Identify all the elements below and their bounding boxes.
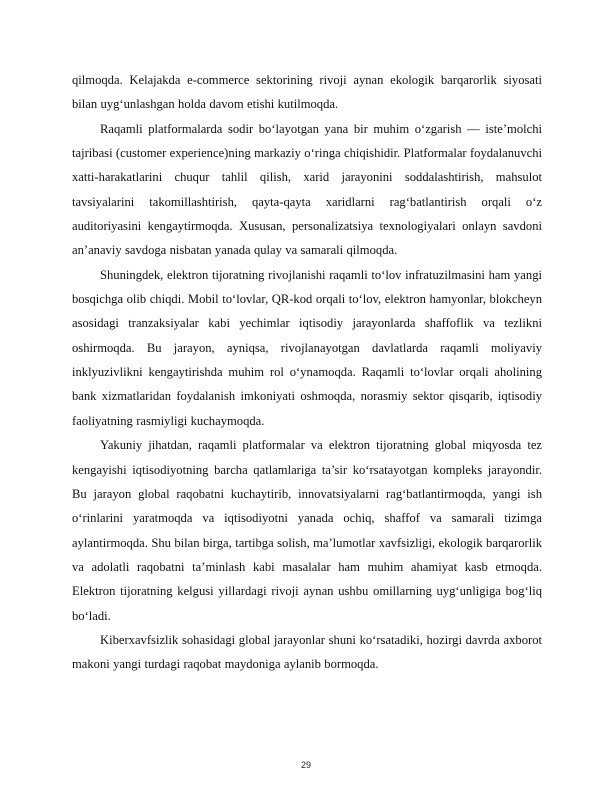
body-text <box>72 68 542 677</box>
paragraph: qilmoqda. Kelajakda e-commerce sektorining rivoji aynan ekologik barqarorlik siyosati bilan uyg‘unlashgan holda davom etishi kutilmoqda. <box>72 73 542 112</box>
page-number: 29 <box>300 760 311 770</box>
paragraph: Shuningdek, elektron tijoratning rivojlanishi raqamli to‘lov infratuzilmasini ham yangi bosqichga olib chiqdi. Mobil to‘lovlar, QR-kod orqali to‘lov, elektron hamyonlar, blokcheyn asosidagi tranzaksiyalar kabi yechimlar iqtisodiy jarayonlarda shaffoflik va tezlikni oshirmoqda. Bu jarayon, ayniqsa, rivojlanayotgan davlatlarda raqamli moliyaviy inklyuzivlikni kengaytirishda muhim rol o‘ynamoqda. Raqamli to‘lovlar orqali aholining bank xizmatlaridan foydalanish imkoniyati oshmoqda, norasmiy sektor qisqarib, iqtisodiy faoliyatning rasmiyligi kuchaymoqda. <box>72 267 542 428</box>
paragraph: Kiberxavfsizlik sohasidagi global jarayonlar shuni ko‘rsatadiki, hozirgi davrda axborot makoni yangi turdagi raqobat maydoniga aylanib bormoqda. <box>72 632 542 672</box>
paragraph: Yakuniy jihatdan, raqamli platformalar va elektron tijoratning global miqyosda tez kengayishi iqtisodiyotning barcha qatlamlariga ta’sir ko‘rsatayotgan kompleks jarayondir. Bu jarayon global raqobatni kuchaytirib, innovatsiyalarni rag‘batlantirmoqda, yangi ish o‘rinlarini yaratmoqda va iqtisodiyotni yanada ochiq, shaffof va samarali tizimga aylantirmoqda. Shu bilan birga, tartibga solish, ma’lumotlar xavfsizligi, ekologik barqarorlik va adolatli raqobatni ta’minlash kabi masalalar ham muhim ahamiyat kasb etmoqda. Elektron tijoratning kelgusi yillardagi rivoji aynan ushbu omillarning uyg‘unligiga bog‘liq bo‘ladi. <box>72 438 542 623</box>
paragraph: Raqamli platformalarda sodir bo‘layotgan yana bir muhim o‘zgarish — iste’molchi tajribasi (customer experience)ning markaziy o‘ringa chiqishidir. Platformalar foydalanuvchi xatti-harakatlarini chuqur tahlil qilish, xarid jarayonini soddalashtirish, mahsulot tavsiyalarini takomillashtirish, qayta-qayta xaridlarni rag‘batlantirish orqali o‘z auditoriyasini kengaytirmoqda. Xususan, personalizatsiya texnologiyalari onlayn savdoni an’anaviy savdoga nisbatan yanada qulay va samarali qilmoqda. <box>72 121 543 258</box>
